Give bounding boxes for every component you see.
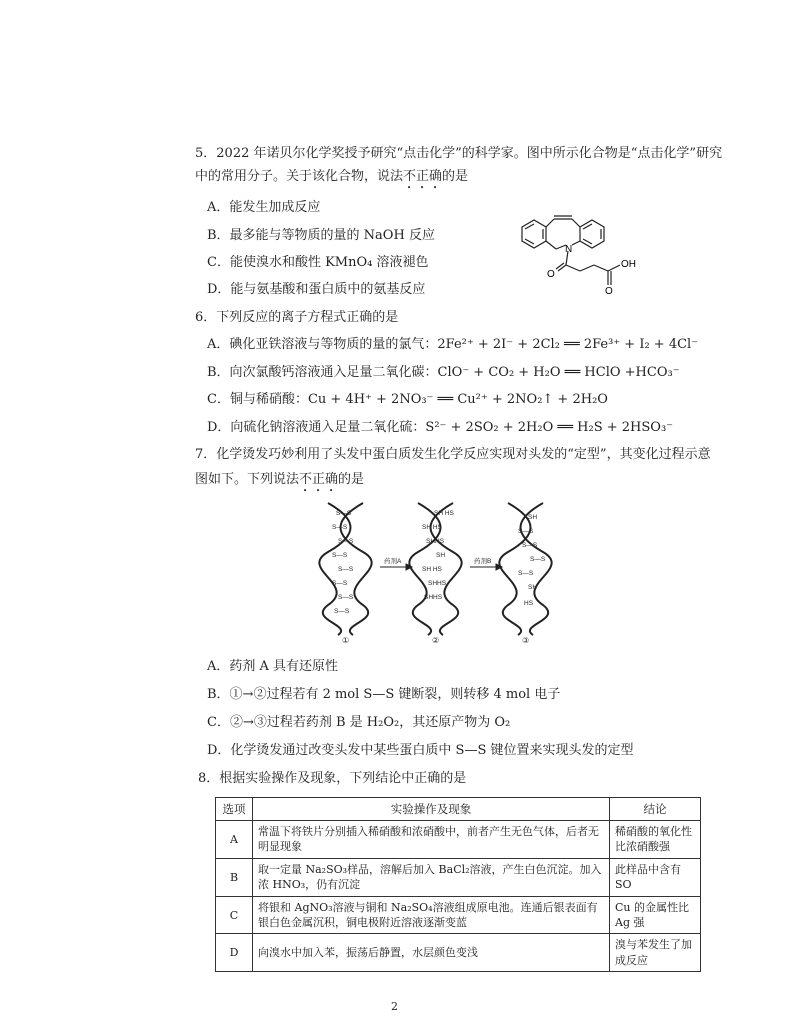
dibenzocyclooctyne-molecule-figure [500, 205, 650, 295]
atom-o2-label: O [605, 286, 613, 295]
table-row [216, 821, 701, 859]
q5-stem-line2 [195, 165, 468, 192]
header-option: 选项 [216, 798, 253, 821]
sh-label: SH [528, 584, 538, 591]
table-row [216, 858, 701, 896]
ss-label: S—S [332, 552, 348, 559]
atom-oh-label: OH [621, 259, 636, 270]
shhs-label: SHHS [424, 594, 443, 601]
stage-3-label: ③ [522, 636, 530, 645]
arrow-a-label: 药剂A [384, 558, 402, 565]
row-conclusion: 此样品中含有SO [610, 858, 701, 896]
row-option: A [216, 821, 253, 859]
q7-option-c: C．②→③过程若药剂 B 是 H₂O₂，其还原产物为 O₂ [207, 715, 511, 730]
hair-perm-diagram [318, 495, 578, 645]
sh-label: SH [528, 514, 538, 521]
row-conclusion: 稀硝酸的氧化性比浓硝酸强 [610, 821, 701, 859]
arrow-b-label: 药剂B [474, 558, 492, 565]
ss-label: S—S [338, 538, 354, 545]
stage-1-label: ① [342, 636, 350, 645]
atom-o1-label: O [547, 269, 555, 280]
q8-table [215, 797, 701, 972]
ss-label: S—S [338, 594, 354, 601]
row-operation: 取一定量 Na₂SO₃样品，溶解后加入 BaCl₂溶液，产生白色沉淀。加入浓 HNO₃，仍有沉淀 [253, 858, 610, 896]
row-operation: 常温下将铁片分别插入稀硝酸和浓硝酸中，前者产生无色气体，后者无明显现象 [253, 821, 610, 859]
row-option: C [216, 896, 253, 934]
ss-label: S—S [518, 528, 534, 535]
q5-stem-text: 中的常用分子。关于该化合物，说法 [195, 169, 404, 184]
ss-label: S—S [336, 510, 352, 517]
q7-option-a: A．药剂 A 具有还原性 [207, 659, 339, 674]
q5-option-a: A．能发生加成反应 [207, 200, 321, 215]
q6-option-a: A．碘化亚铁溶液与等物质的量的氯气：2Fe²⁺ + 2I⁻ + 2Cl₂ ══ 2Fe³⁺ + I₂ + 4Cl⁻ [207, 337, 699, 352]
q5-stem-end: 的是 [442, 169, 469, 184]
ss-label: S—S [522, 542, 538, 549]
sh-hs-label: SH HS [422, 524, 442, 531]
q6-option-d: D．向硫化钠溶液通入足量二氧化硫：S²⁻ + 2SO₂ + 2H₂O ══ H₂S + 2HSO₃⁻ [207, 420, 674, 435]
row-operation: 向溴水中加入苯，振荡后静置，水层颜色变浅 [253, 934, 610, 972]
shhs-label: SHHS [428, 580, 447, 587]
row-conclusion: Cu 的金属性比 Ag 强 [610, 896, 701, 934]
sh-hs-label: SH HS [434, 510, 454, 517]
q5-emphasis: 不正确 [403, 169, 443, 184]
row-option: D [216, 934, 253, 972]
q7-option-b: B．①→②过程若有 2 mol S—S 键断裂，则转移 4 mol 电子 [207, 687, 561, 702]
q6-stem: 6．下列反应的离子方程式正确的是 [195, 310, 399, 325]
atom-n-label: N [565, 244, 573, 255]
q5-stem-line1: 5．2022 年诺贝尔化学奖授予研究“点击化学”的科学家。图中所示化合物是“点击化学”研究 [195, 146, 723, 161]
q5-option-d: D．能与氨基酸和蛋白质中的氨基反应 [207, 282, 426, 297]
row-operation: 将银和 AgNO₃溶液与铜和 Na₂SO₄溶液组成原电池。连通后银表面有银白色金属沉积，铜电极附近溶液逐渐变蓝 [253, 896, 610, 934]
page-number: 2 [391, 1000, 398, 1013]
q7-stem-text: 图如下。下列说法 [195, 472, 300, 487]
row-conclusion: 溴与苯发生了加成反应 [610, 934, 701, 972]
q7-option-d: D．化学烫发通过改变头发中某些蛋白质中 S—S 键位置来实现头发的定型 [207, 743, 634, 758]
q7-stem-line2 [195, 468, 364, 495]
sh-label: SH [436, 552, 446, 559]
ss-label: S—S [334, 608, 350, 615]
hs-label: HS [524, 600, 534, 607]
shhs-label: SHHS [426, 538, 445, 545]
ss-label: S—S [332, 524, 348, 531]
q7-stem-end: 的是 [338, 472, 365, 487]
q5-option-b: B．最多能与等物质的量的 NaOH 反应 [207, 228, 435, 243]
ss-label: S—S [338, 566, 354, 573]
q6-option-b: B．向次氯酸钙溶液通入足量二氧化碳：ClO⁻ + CO₂ + H₂O ══ HClO +HCO₃⁻ [207, 365, 680, 380]
row-option: B [216, 858, 253, 896]
ss-label: S—S [518, 570, 534, 577]
ss-label: S—S [530, 556, 546, 563]
q7-emphasis: 不正确 [299, 472, 339, 487]
table-header-row [216, 798, 701, 821]
q6-option-c: C．铜与稀硝酸：Cu + 4H⁺ + 2NO₃⁻ ══ Cu²⁺ + 2NO₂↑ + 2H₂O [207, 392, 608, 407]
table-row [216, 896, 701, 934]
header-conclusion: 结论 [610, 798, 701, 821]
q8-stem: 8．根据实验操作及现象，下列结论中正确的是 [198, 771, 467, 786]
stage-2-label: ② [432, 636, 440, 645]
sh-hs-label: SH HS [422, 566, 442, 573]
table-row [216, 934, 701, 972]
q7-stem-line1: 7．化学烫发巧妙利用了头发中蛋白质发生化学反应实现对头发的“定型”，其变化过程示意 [195, 447, 711, 462]
q5-option-c: C．能使溴水和酸性 KMnO₄ 溶液褪色 [207, 255, 429, 270]
ss-label: S—S [332, 580, 348, 587]
header-operation: 实验操作及现象 [253, 798, 610, 821]
